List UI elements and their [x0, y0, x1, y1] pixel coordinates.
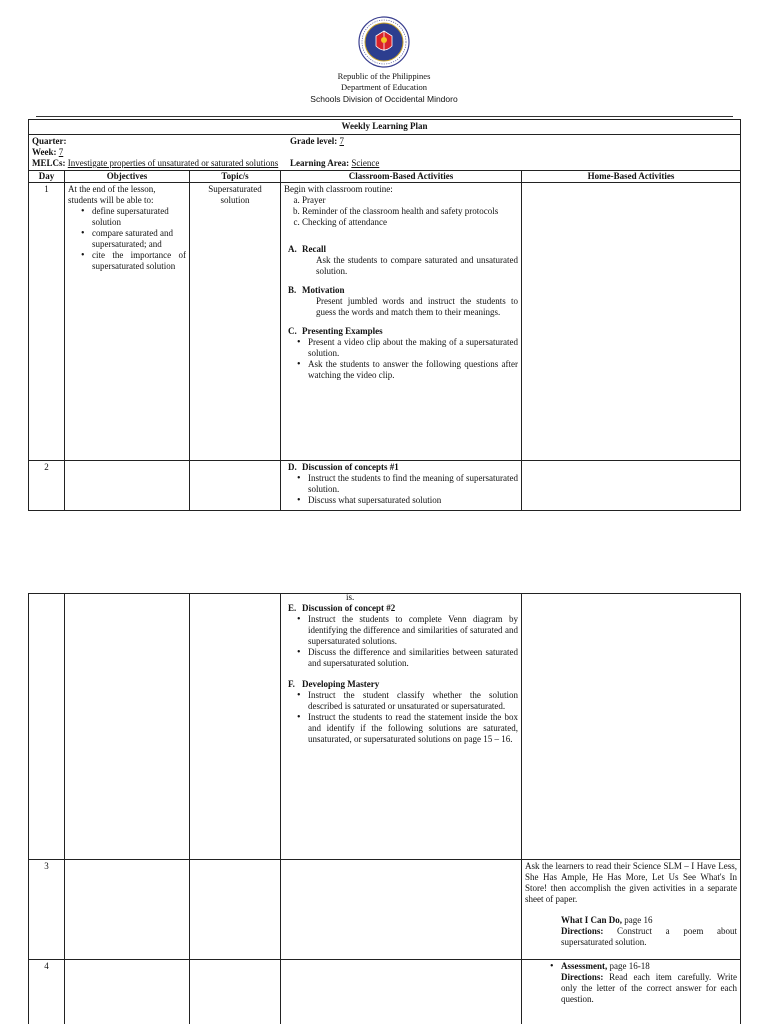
- day-2-continued-row: [29, 594, 741, 860]
- day-4-home: [522, 960, 741, 1024]
- day-1-topic: Supersaturated solution: [190, 183, 281, 461]
- day-1-row: [29, 183, 741, 461]
- section-e-item: • Instruct the students to complete Venn diagram by identifying the difference and similarities of saturated and supersaturated solutions.: [308, 614, 518, 647]
- section-a-letter: A.: [288, 244, 297, 254]
- quarter-label: Quarter:: [32, 136, 67, 146]
- day-2-objectives: [65, 461, 190, 511]
- section-a-title: Recall: [302, 244, 326, 254]
- day-3-topic: [190, 860, 281, 960]
- day-3-row: [29, 860, 741, 960]
- day-1-number: 1: [29, 183, 65, 461]
- header-divider: [36, 116, 733, 117]
- col-home: Home-Based Activities: [522, 171, 741, 183]
- section-f-item: • Instruct the student classify whether the solution described is saturated or unsaturated or supersaturated.: [308, 690, 518, 712]
- weekly-learning-plan-table-continued: [28, 593, 741, 1024]
- area-value: Science: [351, 158, 380, 168]
- day-3-number: 3: [29, 860, 65, 960]
- header-department: Department of Education: [341, 82, 427, 92]
- col-day: Day: [29, 171, 65, 183]
- day-2-row: [29, 461, 741, 511]
- section-b-letter: B.: [288, 285, 297, 295]
- plan-title: Weekly Learning Plan: [29, 120, 741, 135]
- day-3-classroom: [281, 860, 522, 960]
- section-b-title: Motivation: [302, 285, 345, 295]
- objective-item: • define supersaturated solution: [92, 206, 186, 228]
- week-value: 7: [58, 147, 64, 157]
- day-2-cont-topic: [190, 594, 281, 860]
- section-c-item: • Present a video clip about the making of a supersaturated solution.: [308, 337, 518, 359]
- melcs-value: Investigate properties of unsaturated or saturated solutions: [67, 158, 279, 168]
- day-3-home: [522, 860, 741, 960]
- day-3-home-intro: Ask the learners to read their Science SLM – I Have Less, She Has Ample, He Has More, Let Us See What's In Store! then accomplish the given activities in a separate sheet of paper.: [525, 861, 737, 904]
- header-republic: Republic of the Philippines: [337, 71, 431, 81]
- section-d-title: Discussion of concepts #1: [302, 462, 399, 472]
- objectives-intro: At the end of the lesson, students will be able to:: [68, 184, 156, 205]
- col-topics: Topic/s: [190, 171, 281, 183]
- col-classroom: Classroom-Based Activities: [281, 171, 522, 183]
- document-page-2: [0, 590, 768, 1024]
- routine-item: a. Prayer: [302, 195, 518, 206]
- day-1-home: [522, 183, 741, 461]
- section-f-letter: F.: [288, 679, 295, 689]
- assessment-page: page 16-18: [607, 961, 650, 971]
- section-e-item: • Discuss the difference and similarities between saturated and supersaturated solution.: [308, 647, 518, 669]
- day-4-row: [29, 960, 741, 1024]
- grade-label: Grade level:: [290, 136, 338, 146]
- routine-item: c. Checking of attendance: [302, 217, 518, 228]
- assessment-directions-label: Directions:: [561, 972, 604, 982]
- day-3-objectives: [65, 860, 190, 960]
- day-2-number: 2: [29, 461, 65, 511]
- section-c-letter: C.: [288, 326, 297, 336]
- plan-info: [29, 135, 741, 171]
- day-2-cont-objectives: [65, 594, 190, 860]
- day-2-home: [522, 461, 741, 511]
- section-d-letter: D.: [288, 462, 297, 472]
- section-d-item: • Discuss what supersaturated solution: [308, 495, 518, 506]
- col-objectives: Objectives: [65, 171, 190, 183]
- section-e-title: Discussion of concept #2: [302, 603, 396, 613]
- deped-seal-icon: [358, 16, 410, 68]
- section-a-body: Ask the students to compare saturated and unsaturated solution.: [316, 255, 518, 276]
- task-page: page 16: [622, 915, 653, 925]
- section-c-item: • Ask the students to answer the following questions after watching the video clip.: [308, 359, 518, 381]
- day-2-cont-number: [29, 594, 65, 860]
- section-d-item: • Instruct the students to find the meaning of supersaturated solution.: [308, 473, 518, 495]
- routine-item: b. Reminder of the classroom health and safety protocols: [302, 206, 518, 217]
- week-label: Week:: [32, 147, 57, 157]
- routine-intro: Begin with classroom routine:: [284, 184, 393, 194]
- grade-value: 7: [339, 136, 344, 146]
- section-c-title: Presenting Examples: [302, 326, 383, 336]
- day-4-topic: [190, 960, 281, 1024]
- day-2-cont-home: [522, 594, 741, 860]
- assessment-title: Assessment,: [561, 961, 608, 971]
- section-e-letter: E.: [288, 603, 297, 613]
- day-2-classroom: [281, 461, 522, 511]
- section-f-item: • Instruct the students to read the statement inside the box and identify if the following solutions are saturated, unsaturated, or supersaturated solutions on page 15 – 16.: [308, 712, 518, 745]
- page-gap: [0, 560, 768, 590]
- section-b-body: Present jumbled words and instruct the students to guess the words and match them to their meanings.: [316, 296, 518, 317]
- objective-item: • compare saturated and supersaturated; and: [92, 228, 186, 250]
- day-1-objectives: [65, 183, 190, 461]
- task-title: What I Can Do,: [561, 915, 623, 925]
- weekly-learning-plan-table: [28, 119, 741, 511]
- column-header-row: [29, 171, 741, 183]
- day-2-topic: [190, 461, 281, 511]
- day-1-classroom: [281, 183, 522, 461]
- header-division: Schools Division of Occidental Mindoro: [310, 94, 458, 104]
- info-row: [29, 135, 741, 171]
- section-d-continuation: is.: [346, 592, 355, 602]
- task-directions-label: Directions:: [561, 926, 604, 936]
- area-label: Learning Area:: [290, 158, 350, 168]
- melcs-label: MELCs:: [32, 158, 66, 168]
- day-4-objectives: [65, 960, 190, 1024]
- day-2-cont-classroom: [281, 594, 522, 860]
- title-row: [29, 120, 741, 135]
- section-f-title: Developing Mastery: [302, 679, 380, 689]
- objective-item: • cite the importance of supersaturated solution: [92, 250, 186, 272]
- day-4-number: 4: [29, 960, 65, 1024]
- day-4-classroom: [281, 960, 522, 1024]
- assessment-directions-text: Read each item carefully. Write only the letter of the correct answer for each question.: [561, 972, 737, 1004]
- task-directions-text: Construct a poem about supersaturated solution.: [561, 926, 737, 947]
